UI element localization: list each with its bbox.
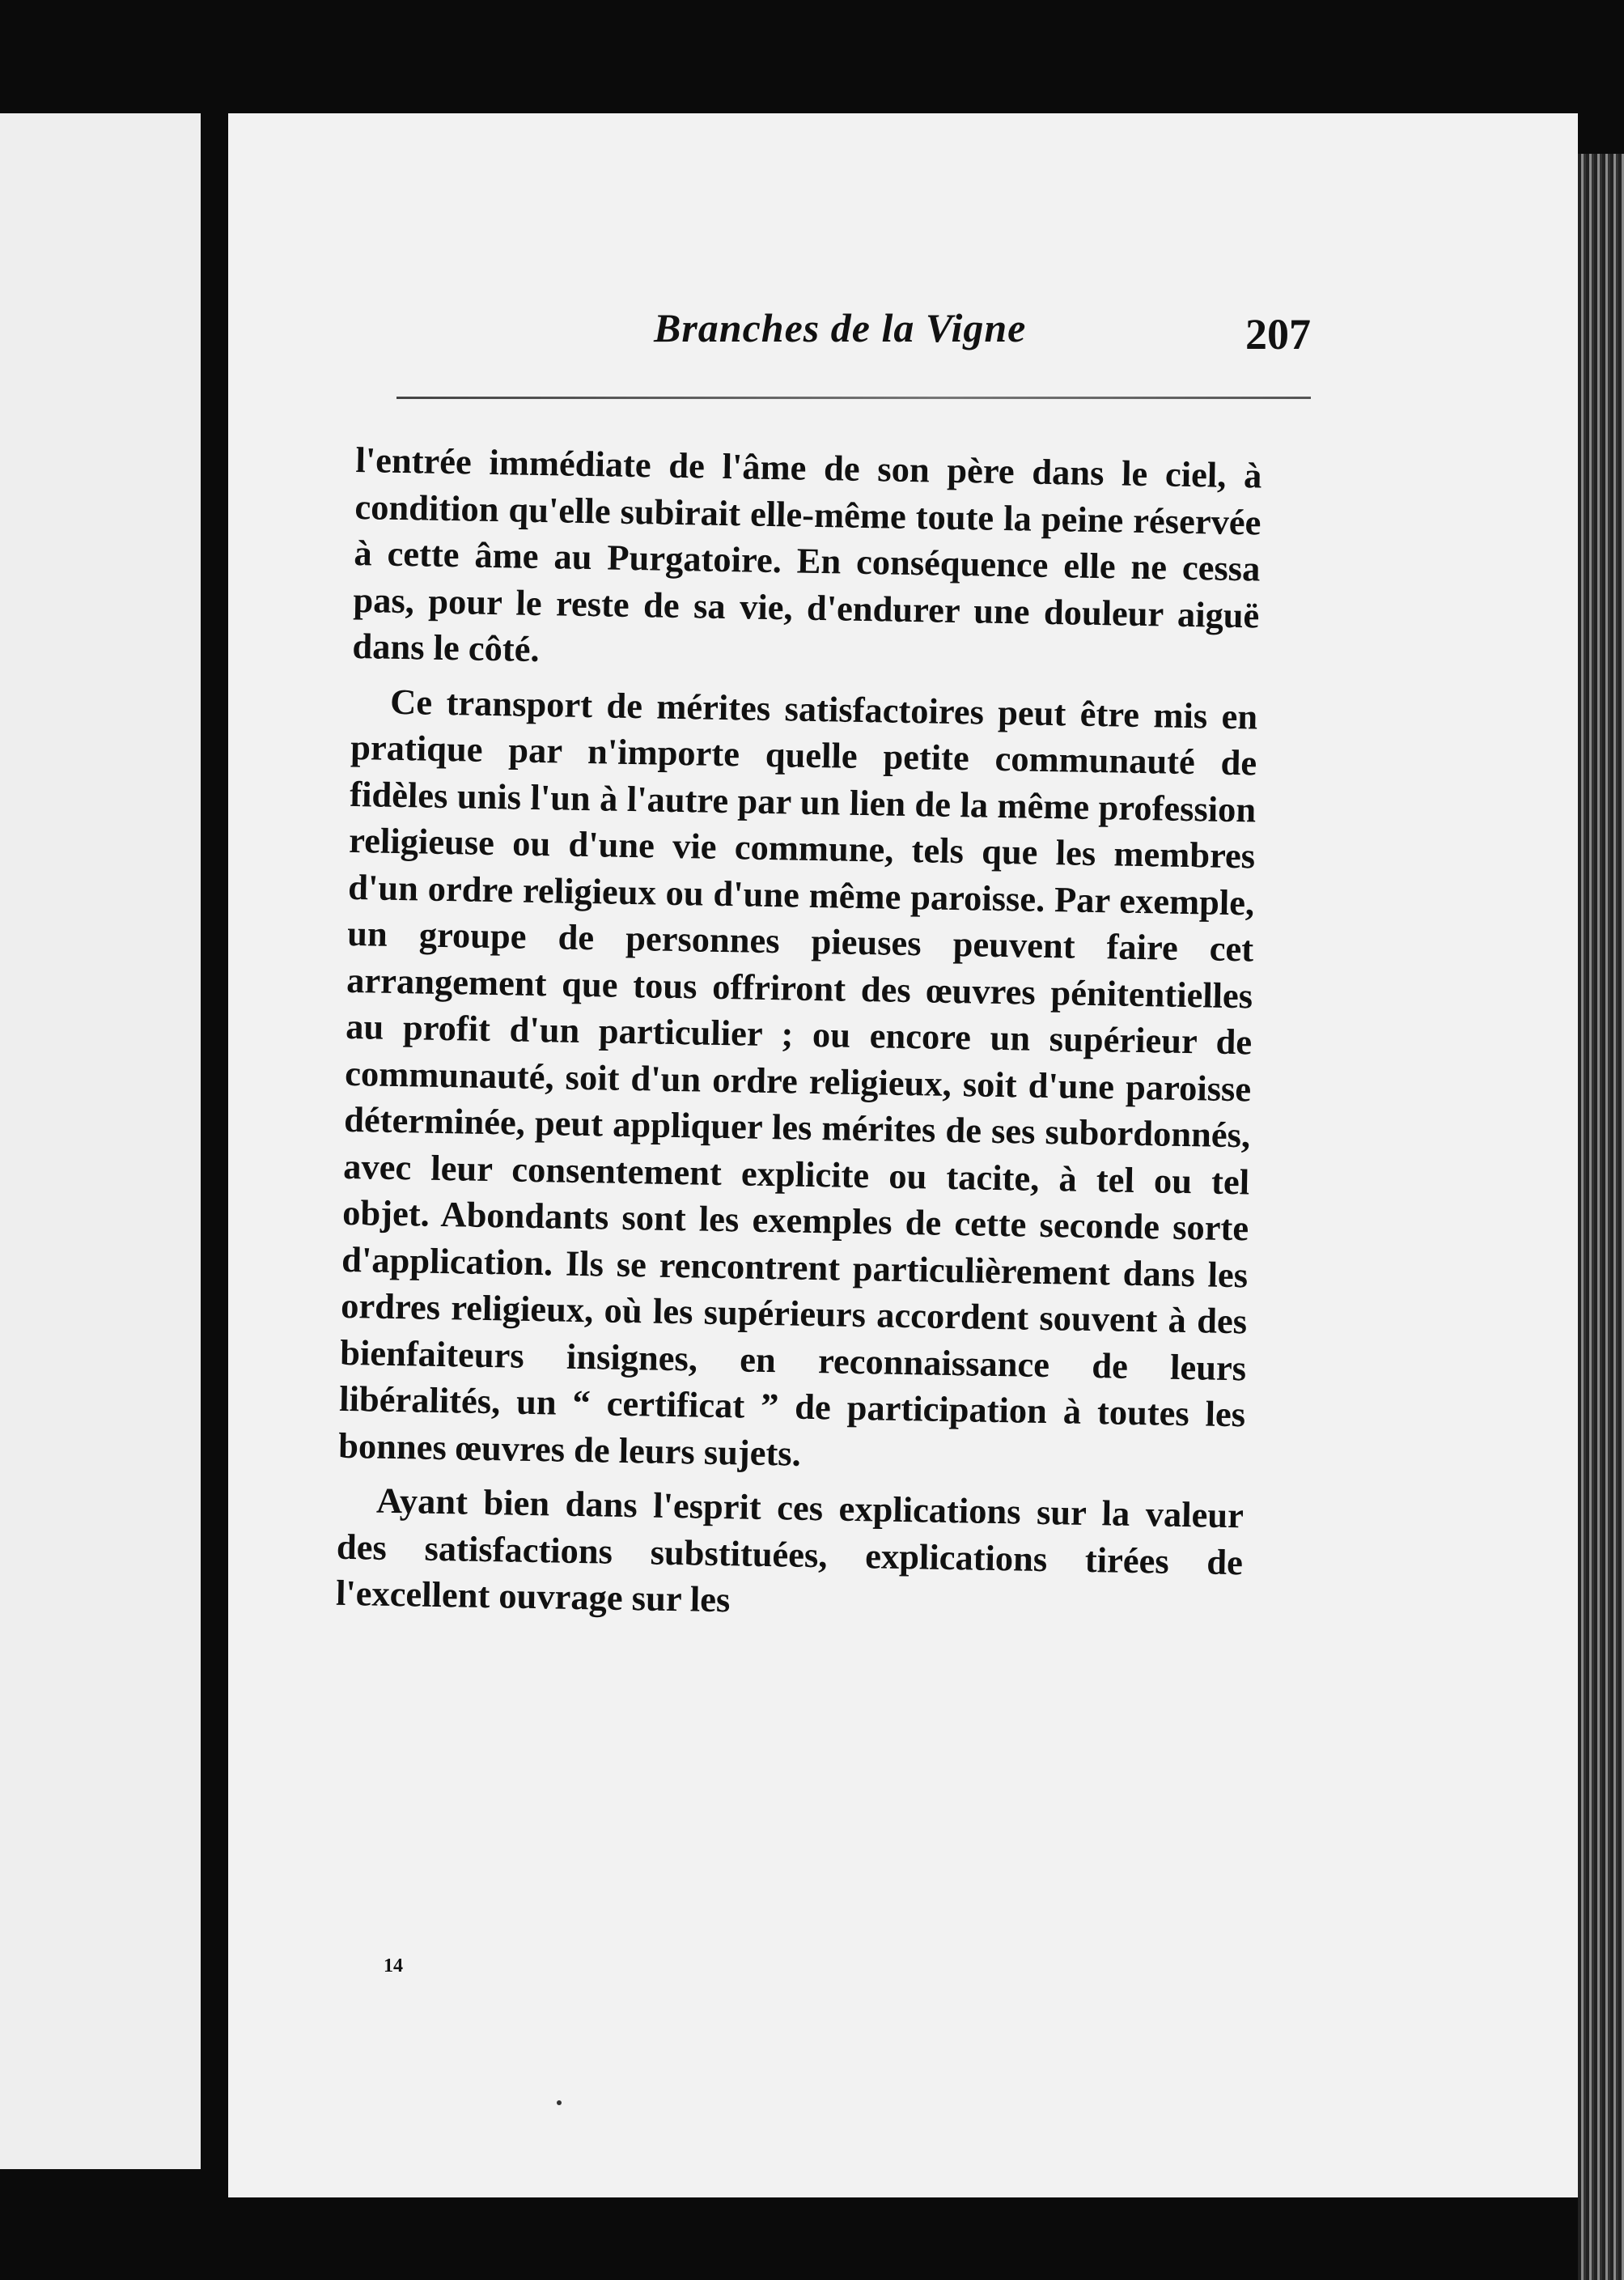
running-title: Branches de la Vigne <box>654 305 1027 350</box>
header-rule <box>396 397 1311 399</box>
page-header <box>654 304 1311 369</box>
page-number: 207 <box>1245 310 1311 359</box>
paragraph: Ayant bien dans l'esprit ces explications sur la valeur des satisfactions substituées, explications tirées de l'excellent ouvrage sur les <box>335 1480 1245 1620</box>
facing-page <box>0 113 201 2169</box>
signature-mark: 14 <box>384 1955 403 1976</box>
paragraph: l'entrée immédiate de l'âme de son père dans le ciel, à condition qu'elle subirait elle-même toute la peine réservée à cette âme au Purgatoire. En conséquence elle ne cessa pas, pour le reste de sa vie, d'endurer une douleur aiguë dans le côté. <box>352 439 1262 669</box>
paragraph: Ce transport de mérites satisfactoires peut être mis en pratique par n'importe quelle petite communauté de fidèles unis l'un à l'autre par un lien de la même profession religieuse ou d'une vie commune, tels que les membres d'un ordre religieux ou d'une même paroisse. Par exemple, un groupe de personnes pieuses peuvent faire cet arrangement que tous offriront des œuvres pénitentielles au profit d'un particulier ; ou encore un supérieur de communauté, soit d'un ordre religieux, soit d'une paroisse déterminée, peut appliquer les mérites de ses subordonnés, avec leur consentement explicite ou tacite, à tel ou tel objet. Abondants sont les exemples de cette seconde sorte d'application. Ils se rencontrent particulièrement dans les ordres religieux, où les supérieurs accordent souvent à des bienfaiteurs insignes, en reconnaissance de leurs libéralités, un “ certificat ” de participation à toutes les bonnes œuvres de leurs sujets. <box>337 681 1258 1474</box>
scan-speck <box>557 2100 562 2105</box>
scan-mark <box>366 32 390 81</box>
body-text <box>336 437 1262 1633</box>
page-edges <box>1578 154 1624 2280</box>
